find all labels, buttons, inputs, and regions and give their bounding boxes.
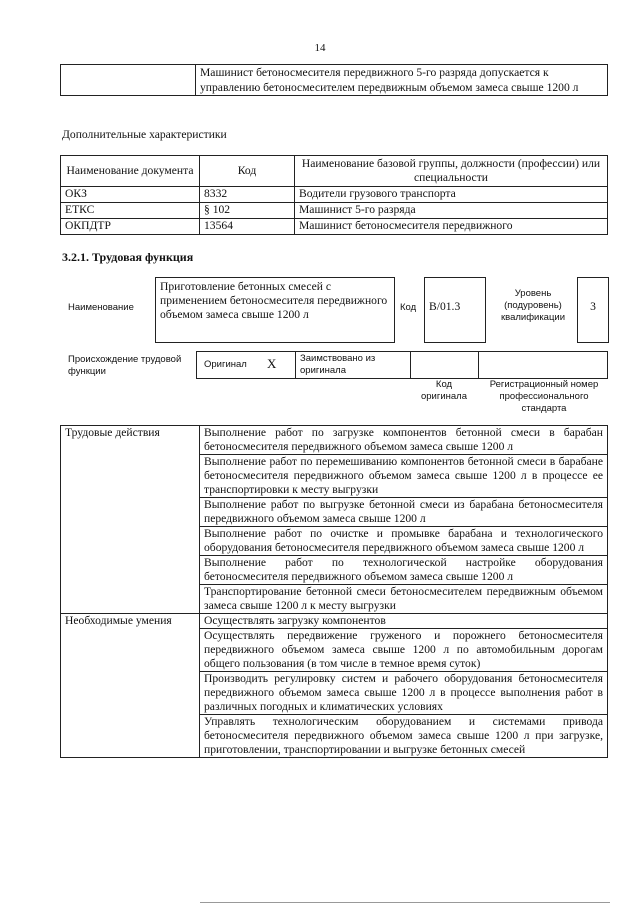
doc-cell: ОКЗ xyxy=(61,187,200,203)
code-cell: 13564 xyxy=(200,219,295,235)
page-number: 14 xyxy=(314,42,326,54)
header-name: Наименование базовой группы, должности (профессии) или специальности xyxy=(295,156,608,187)
bottom-rule xyxy=(200,902,610,903)
name-cell: Машинист 5-го разряда xyxy=(295,203,608,219)
skill-item: Осуществлять передвижение груженого и порожнего бетоносмесителя передвижного объемом замеса свыше 1200 л по автомобильным дорогам общего пользования (в том числе в темное время суток) xyxy=(200,629,608,672)
action-item: Выполнение работ по выгрузке бетонной смеси из барабана бетоносмесителя передвижного объемом замеса свыше 1200 л xyxy=(200,498,608,527)
original-mark: X xyxy=(267,356,277,371)
table-row xyxy=(61,426,608,455)
action-item: Транспортирование бетонной смеси бетоносмесителем передвижным объемом замеса свыше 1200 л к месту выгрузки xyxy=(200,585,608,614)
original-code-label: Код оригинала xyxy=(420,379,467,402)
divider xyxy=(478,351,479,378)
table-row xyxy=(61,614,608,629)
action-item: Выполнение работ по перемешиванию компонентов бетонной смеси в барабане бетоносмесителя передвижного объемом замеса свыше 1200 л в процессе ее транспортировки к месту выгрузки xyxy=(200,455,608,498)
table-row xyxy=(61,187,608,203)
action-item: Выполнение работ по технологической настройке оборудования бетоносмесителя передвижного объемом замеса свыше 1200 л xyxy=(200,556,608,585)
table-row xyxy=(61,219,608,235)
action-item: Выполнение работ по очистке и промывке барабана и технологического оборудования бетоносмесителя передвижного объемом замеса свыше 1200 л xyxy=(200,527,608,556)
original-label: Оригинал xyxy=(204,359,247,370)
skill-item: Управлять технологическим оборудованием и системами привода бетоносмесителя передвижного объемом замеса свыше 1200 л при загрузке, приготовлении, транспортировании и выгрузке бетонных смесей xyxy=(200,715,608,758)
additional-characteristics-heading: Дополнительные характеристики xyxy=(62,128,227,141)
name-cell: Машинист бетоносмесителя передвижного xyxy=(295,219,608,235)
skills-label: Необходимые умения xyxy=(61,614,200,758)
header-code: Код xyxy=(200,156,295,187)
section-title: 3.2.1. Трудовая функция xyxy=(62,250,194,264)
level-box: 3 xyxy=(577,277,609,343)
skill-item: Производить регулировку систем и рабочего оборудования бетоносмесителя передвижного объемом замеса свыше 1200 л в процессе выполнения работ в различных погодных и климатических условиях xyxy=(200,672,608,715)
code-cell: § 102 xyxy=(200,203,295,219)
function-code-box: B/01.3 xyxy=(424,277,486,343)
function-name-box: Приготовление бетонных смесей с применением бетоносмесителя передвижного объемом замеса свыше 1200 л xyxy=(155,277,395,343)
divider xyxy=(295,351,296,378)
name-cell: Водители грузового транспорта xyxy=(295,187,608,203)
header-doc: Наименование документа xyxy=(61,156,200,187)
origin-label: Происхождение трудовой функции xyxy=(68,354,182,377)
additional-characteristics-table xyxy=(60,155,608,235)
level-label: Уровень (подуровень) квалификации xyxy=(500,288,566,323)
table-header-row xyxy=(61,156,608,187)
code-cell: 8332 xyxy=(200,187,295,203)
doc-cell: ОКПДТР xyxy=(61,219,200,235)
actions-label: Трудовые действия xyxy=(61,426,200,614)
name-label: Наименование xyxy=(68,302,134,313)
borrowed-label: Заимствовано из оригинала xyxy=(300,353,376,376)
labor-actions-table xyxy=(60,425,608,758)
reg-number-label: Регистрационный номер профессионального стандарта xyxy=(489,379,599,414)
qualification-note-table xyxy=(60,64,608,96)
table-row xyxy=(61,203,608,219)
code-label: Код xyxy=(400,302,417,313)
divider xyxy=(410,351,411,378)
doc-cell: ЕТКС xyxy=(61,203,200,219)
action-item: Выполнение работ по загрузке компонентов бетонной смеси в барабан бетоносмесителя передвижного объемом замеса свыше 1200 л xyxy=(200,426,608,455)
skill-item: Осуществлять загрузку компонентов xyxy=(200,614,608,629)
qualification-note: Машинист бетоносмесителя передвижного 5-го разряда допускается к управлению бетоносмесителем передвижным объемом замеса свыше 1200 л xyxy=(196,65,608,96)
empty-cell xyxy=(61,65,196,96)
